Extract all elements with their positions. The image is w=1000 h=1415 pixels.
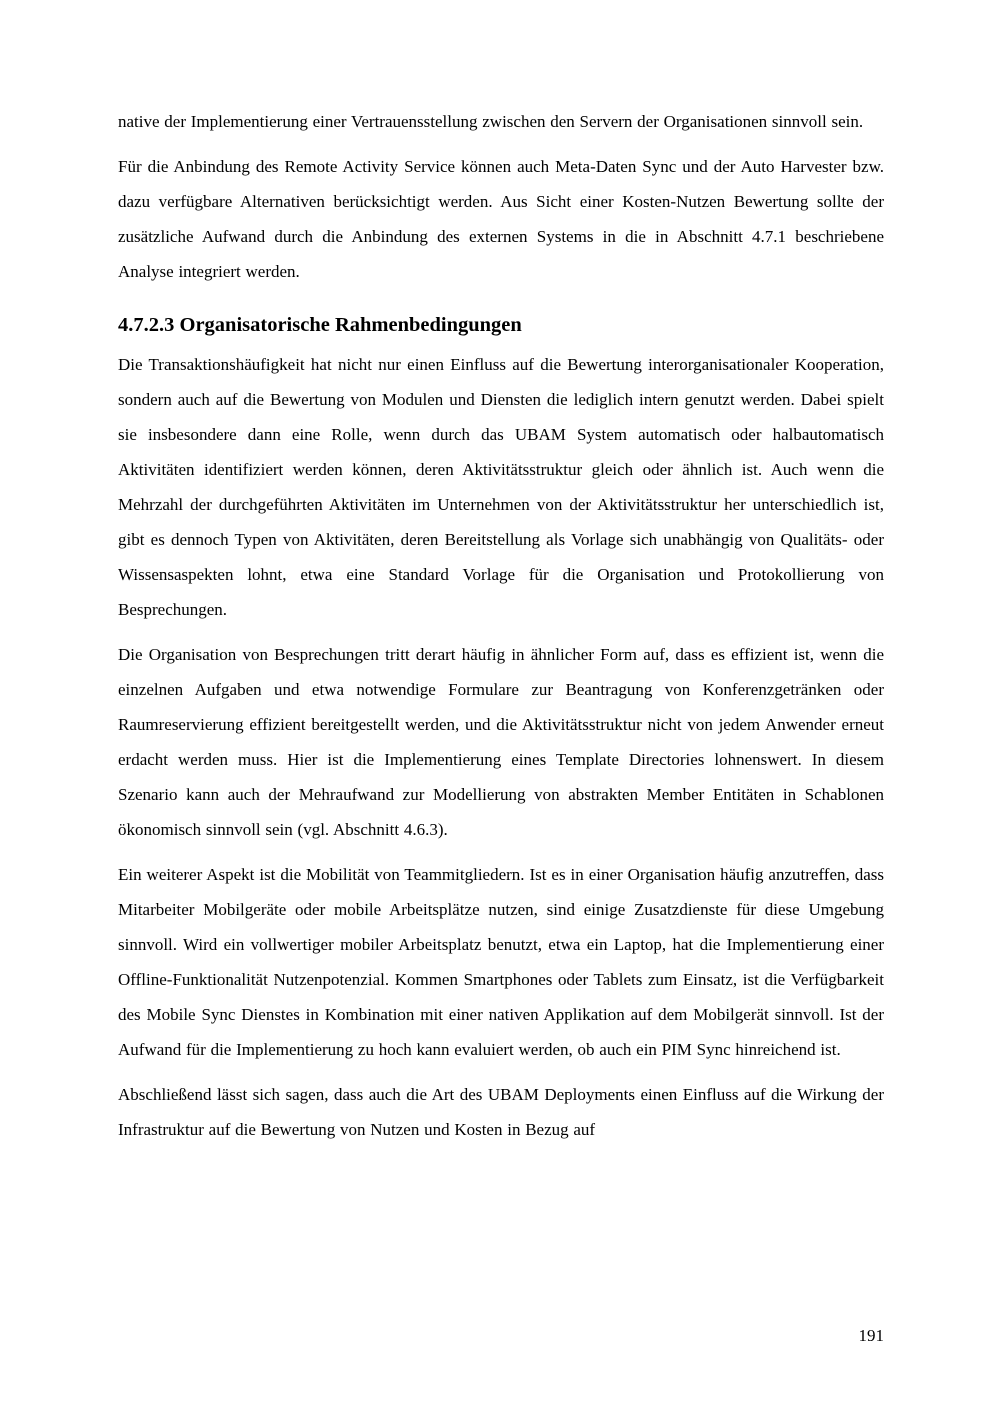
page-number: 191 xyxy=(858,1326,884,1345)
paragraph-organisation-besprechungen: Die Organisation von Besprechungen tritt derart häufig in ähnlicher Form auf, dass es effizient ist, wenn die einzelnen Aufgaben und etwa notwendige Formulare zur Beantragung von Konferenzgetränken oder Raumreservierung effizient bereitgestellt werden, und die Aktivitätsstruktur nicht von jedem Anwender erneut erdacht werden muss. Hier ist die Implementierung eines Template Directories lohnenswert. In diesem Szenario kann auch der Mehraufwand zur Modellierung von abstrakten Member Entitäten in Schablonen ökonomisch sinnvoll sein (vgl. Abschnitt 4.6.3). xyxy=(118,645,884,839)
paragraph-remote-activity-service: Für die Anbindung des Remote Activity Service können auch Meta-Daten Sync und der Auto Harvester bzw. dazu verfügbare Alternativen berücksichtigt werden. Aus Sicht einer Kosten-Nutzen Bewertung sollte der zusätzliche Aufwand durch die Anbindung des externen Systems in die in Abschnitt 4.7.1 beschriebene Analyse integriert werden. xyxy=(118,157,884,281)
paragraph-mobilitaet: Ein weiterer Aspekt ist die Mobilität von Teammitgliedern. Ist es in einer Organisation häufig anzutreffen, dass Mitarbeiter Mobilgeräte oder mobile Arbeitsplätze nutzen, sind einige Zusatzdienste für diese Umgebung sinnvoll. Wird ein vollwertiger mobiler Arbeitsplatz benutzt, etwa ein Laptop, hat die Implementierung einer Offline-Funktionalität Nutzenpotenzial. Kommen Smartphones oder Tablets zum Einsatz, ist die Verfügbarkeit des Mobile Sync Dienstes in Kombination mit einer nativen Applikation auf dem Mobilgerät sinnvoll. Ist der Aufwand für die Implementierung zu hoch kann evaluiert werden, ob auch ein PIM Sync hinreichend ist. xyxy=(118,865,884,1059)
paragraph-continuation: native der Implementierung einer Vertrauensstellung zwischen den Servern der Organisationen sinnvoll sein. xyxy=(118,112,864,131)
paragraph-abschluss: Abschließend lässt sich sagen, dass auch die Art des UBAM Deployments einen Einfluss auf die Wirkung der Infrastruktur auf die Bewertung von Nutzen und Kosten in Bezug auf xyxy=(118,1085,884,1139)
page-content xyxy=(118,104,884,1157)
paragraph-transaktionshaeufigkeit: Die Transaktionshäufigkeit hat nicht nur einen Einfluss auf die Bewertung interorganisationaler Kooperation, sondern auch auf die Bewertung von Modulen und Diensten die lediglich intern genutzt werden. Dabei spielt sie insbesondere dann eine Rolle, wenn durch das UBAM System automatisch oder halbautomatisch Aktivitäten identifiziert werden können, deren Aktivitätsstruktur gleich oder ähnlich ist. Auch wenn die Mehrzahl der durchgeführten Aktivitäten im Unternehmen von der Aktivitätsstruktur her unterschiedlich ist, gibt es dennoch Typen von Aktivitäten, deren Bereitstellung als Vorlage sich unabhängig von Qualitäts- oder Wissensaspekten lohnt, etwa eine Standard Vorlage für die Organisation und Protokollierung von Besprechungen. xyxy=(118,355,884,619)
section-heading: 4.7.2.3 Organisatorische Rahmenbedingungen xyxy=(118,314,522,336)
